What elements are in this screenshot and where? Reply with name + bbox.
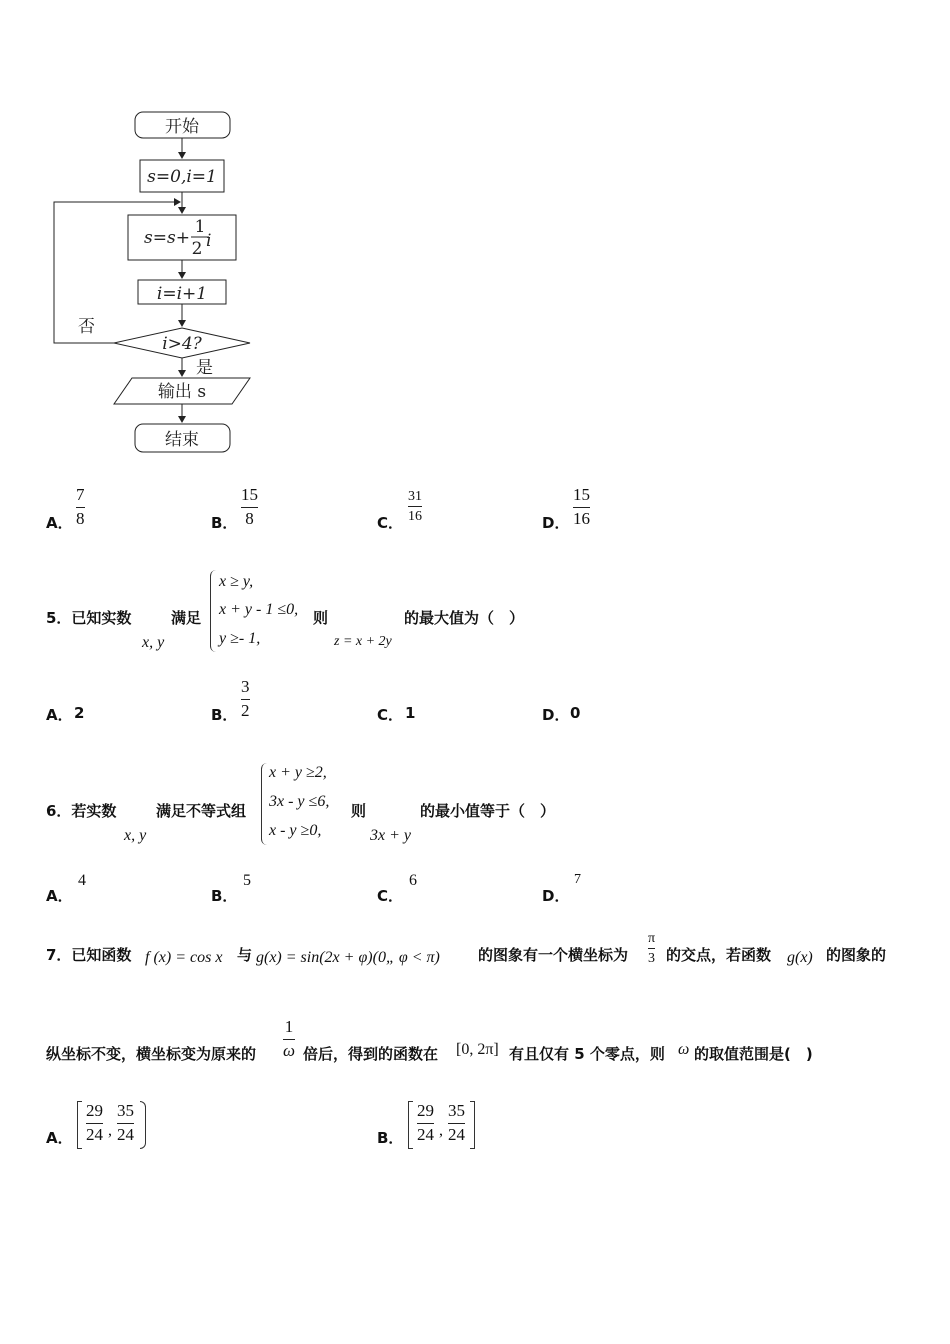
flowchart [40, 100, 270, 460]
start-label: 开始 [165, 117, 199, 137]
condition-label: i>4? [162, 334, 202, 354]
q4-option-d-frac: 15 16 [573, 485, 590, 528]
q5-option-a-letter: A． [46, 706, 73, 724]
q7-interval: [0, 2π] [456, 1041, 499, 1058]
q5-satisfy: 满足 [171, 609, 202, 627]
q7-option-a-frac1: 29 24 [86, 1101, 103, 1144]
q5-option-a-value: 2 [74, 704, 85, 722]
q5-constraint-2: x + y - 1 ≤0, [219, 601, 299, 618]
q7-prefix: 7．已知函数 [46, 946, 132, 964]
q7-line2b: 倍后，得到的函数在 [303, 1045, 439, 1063]
q6-option-d-value: 7 [574, 872, 581, 887]
q4-option-a-frac: 7 8 [76, 485, 85, 528]
q7-option-b-rbracket [470, 1101, 475, 1149]
no-label: 否 [78, 317, 95, 337]
q7-line2a: 纵坐标不变，横坐标变为原来的 [46, 1045, 257, 1063]
q7-mid: 的图象有一个横坐标为 [478, 946, 629, 964]
q6-option-a-value: 4 [78, 872, 86, 889]
q6-expr: 3x + y [370, 827, 411, 844]
q7-g: g(x) = sin(2x + φ)(0„ φ < π) [256, 949, 440, 966]
q6-option-a-letter: A． [46, 887, 73, 905]
q7-pi-frac: π 3 [648, 931, 656, 967]
q7-option-a-rparen [140, 1101, 146, 1149]
q6-suffix: 的最小值等于（ ） [420, 802, 556, 820]
q5-option-b-frac: 3 2 [241, 677, 250, 720]
q6-satisfy: 满足不等式组 [156, 802, 247, 820]
init-label: s=0,i=1 [147, 167, 217, 187]
q6-constraint-1: x + y ≥2, [269, 764, 327, 781]
q6-prefix: 6．若实数 [46, 802, 117, 820]
q5-suffix: 的最大值为（ ） [404, 609, 525, 627]
output-label: 输出 s [157, 382, 207, 402]
q5-option-d-value: 0 [570, 704, 581, 722]
increment-label: i=i+1 [156, 284, 208, 304]
q7-option-a-comma: , [108, 1122, 112, 1139]
yes-label: 是 [196, 358, 213, 378]
q4-option-a-letter: A． [46, 514, 73, 532]
q5-expr: z = x + 2y [334, 634, 392, 649]
q5-prefix: 5．已知实数 [46, 609, 132, 627]
update-den: 2 [191, 239, 203, 259]
q7-option-a-lbracket [77, 1101, 82, 1149]
q7-line2d: 的取值范围是( ) [694, 1045, 813, 1063]
q6-option-b-letter: B． [211, 887, 238, 905]
q5-then: 则 [313, 609, 329, 627]
q4-option-c-frac: 31 16 [408, 489, 422, 525]
q5-option-c-letter: C． [377, 706, 404, 724]
q7-and: 与 [237, 946, 253, 964]
q5-option-d-letter: D． [542, 706, 570, 724]
update-den-sup: i [206, 231, 212, 251]
q6-option-b-value: 5 [243, 872, 251, 889]
q7-line2c: 有且仅有 5 个零点，则 [509, 1045, 665, 1063]
q5-vars: x, y [142, 634, 165, 651]
q7-option-b-lbracket [408, 1101, 413, 1149]
q4-option-c-letter: C． [377, 514, 404, 532]
q5-constraint-1: x ≥ y, [219, 573, 254, 590]
q7-f: f (x) = cos x [145, 949, 223, 966]
update-num: 1 [194, 217, 206, 237]
q7-end1: 的图象的 [826, 946, 887, 964]
q7-g2: g(x) [787, 949, 813, 966]
q5-option-b-letter: B． [211, 706, 238, 724]
q7-mid2: 的交点，若函数 [666, 946, 772, 964]
end-label: 结束 [165, 430, 199, 450]
q6-option-c-value: 6 [409, 872, 417, 889]
q7-option-b-frac2: 35 24 [448, 1101, 465, 1144]
q5-brace [210, 570, 217, 652]
q7-option-b-frac1: 29 24 [417, 1101, 434, 1144]
q6-constraint-2: 3x - y ≤6, [269, 793, 330, 810]
q7-option-b-comma: , [439, 1122, 443, 1139]
q7-omega-frac: 1 ω [283, 1017, 296, 1060]
q4-option-b-frac: 15 8 [241, 485, 258, 528]
q6-vars: x, y [124, 827, 147, 844]
update-prefix: s=s+ [144, 228, 190, 248]
q5-constraint-3: y ≥- 1, [219, 630, 261, 647]
q7-option-a-frac2: 35 24 [117, 1101, 134, 1144]
q6-constraint-3: x - y ≥0, [269, 822, 322, 839]
q6-brace [261, 763, 268, 845]
q7-option-a-letter: A． [46, 1129, 73, 1147]
q7-omega: ω [678, 1041, 690, 1058]
q6-option-d-letter: D． [542, 887, 570, 905]
q7-option-b-letter: B． [377, 1129, 404, 1147]
q4-option-b-letter: B． [211, 514, 238, 532]
q6-option-c-letter: C． [377, 887, 404, 905]
q5-option-c-value: 1 [405, 704, 416, 722]
q6-then: 则 [351, 802, 367, 820]
q4-option-d-letter: D． [542, 514, 570, 532]
